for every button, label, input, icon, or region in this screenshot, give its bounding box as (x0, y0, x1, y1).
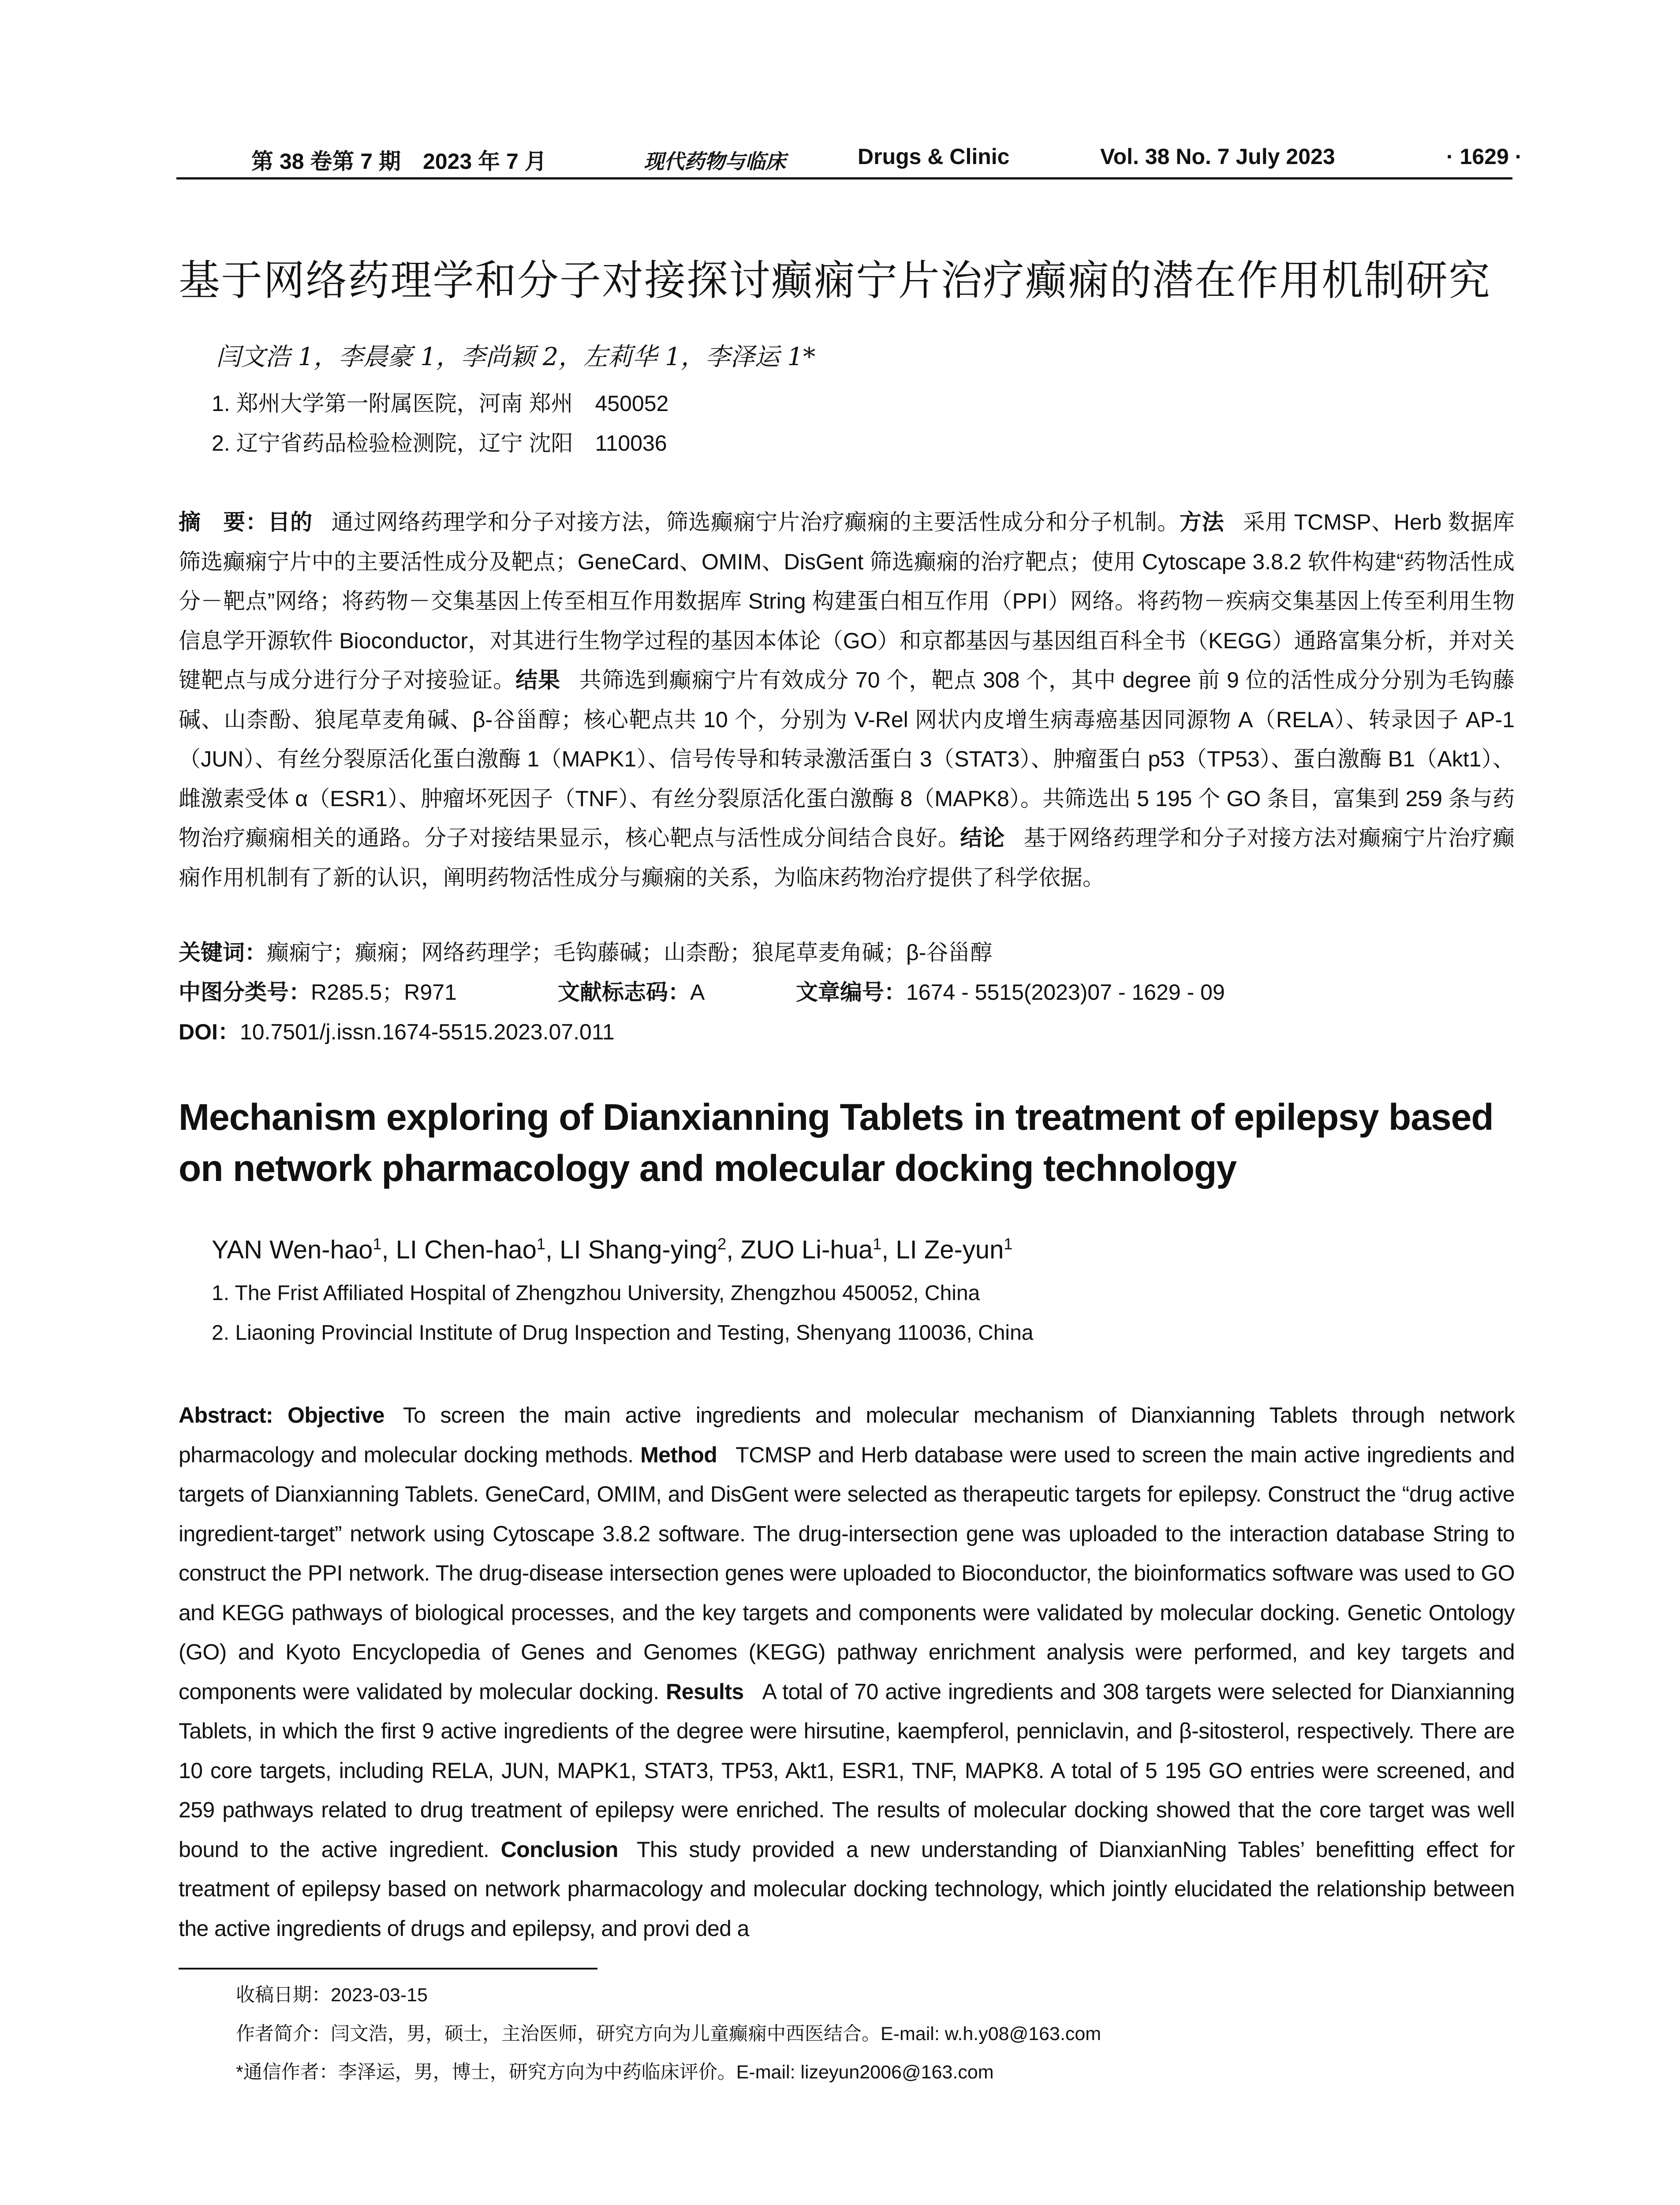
abstract-label-en: Abstract: (179, 1403, 273, 1428)
english-affiliation-1: 1. The Frist Affiliated Hospital of Zhengzhou University, Zhengzhou 450052, China (212, 1282, 980, 1305)
header-issue: 第 38 卷第 7 期 2023 年 7 月 (251, 149, 547, 174)
objective-label-cn: 目的 (268, 510, 313, 534)
abstract-label-cn: 摘 要： (179, 510, 268, 534)
article-no-value: 1674 - 5515(2023)07 - 1629 - 09 (906, 980, 1225, 1005)
chinese-abstract (179, 503, 1515, 897)
conclusion-label-cn: 结论 (960, 826, 1005, 850)
author-name: ZUO Li-hua (740, 1235, 873, 1264)
english-authors: YAN Wen-hao$^1$, LI Chen-hao$^1$, LI Shang-ying$^2$, ZUO Li-hua$^1$, LI Ze-yun$^1$ (212, 1235, 1013, 1264)
footnote-author-bio: 作者简介：闫文浩，男，硕士，主治医师，研究方向为儿童癫痫中西医结合。E-mail: w.h.y08@163.com (236, 2023, 1101, 2044)
english-affiliation-2: 2. Liaoning Provincial Institute of Drug Inspection and Testing, Shenyang 110036, China (212, 1321, 1034, 1345)
author-name: LI Chen-hao (396, 1235, 537, 1264)
results-label-en: Results (666, 1679, 744, 1704)
objective-label-en: Objective (287, 1403, 385, 1428)
author-name: LI Shang-ying (560, 1235, 718, 1264)
running-header (176, 142, 1523, 179)
objective-text-en: To screen the main active ingredients and molecular mechanism of Dianxianning Tablets through network pharmacology and molecular docking methods. (179, 1403, 1515, 1467)
class-label: 中图分类号： (179, 980, 311, 1005)
results-text-cn: 共筛选到癫痫宁片有效成分 70 个，靶点 308 个，其中 degree 前 9 位的活性成分分别为毛钩藤碱、山柰酚、狼尾草麦角碱、β-谷甾醇；核心靶点共 10 个，分别为 V-Rel 网状内皮增生病毒癌基因同源物 A（RELA）、转录因子 AP-1（JUN）、有丝分裂原活化蛋白激酶 1（MAPK1）、信号传导和转录激活蛋白 3（STAT3）、肿瘤蛋白 p53（TP53）、蛋白激酶 B1（Akt1）、雌激素受体 α（ESR1）、肿瘤坏死因子（TNF）、有丝分裂原活化蛋白激酶 8（MAPK8）。共筛选出 5 195 个 GO 条目，富集到 259 条与药物治疗癫痫相关的通路。分子对接结果显示，核心靶点与活性成分间结合良好。 (179, 668, 1515, 850)
doc-code-label: 文献标志码： (558, 980, 690, 1005)
doi-line (179, 1014, 615, 1046)
doc-code-value: A (690, 980, 705, 1005)
author-name: LI Ze-yun (896, 1235, 1004, 1264)
results-label-cn: 结果 (515, 668, 560, 692)
chinese-title: 基于网络药理学和分子对接探讨癫痫宁片治疗癫痫的潜在作用机制研究 (179, 257, 1491, 305)
author-affiliation-mark: 1 (536, 1235, 545, 1253)
conclusion-label-en: Conclusion (500, 1837, 618, 1862)
keywords-label: 关键词： (179, 940, 267, 965)
chinese-affiliation-2: 2. 辽宁省药品检验检测院，辽宁 沈阳 110036 (212, 431, 667, 456)
objective-text-cn: 通过网络药理学和分子对接方法，筛选癫痫宁片治疗癫痫的主要活性成分和分子机制。 (331, 510, 1180, 534)
conclusion-text-cn: 基于网络药理学和分子对接方法对癫痫宁片治疗癫痫作用机制有了新的认识，阐明药物活性成分与癫痫的关系，为临床药物治疗提供了科学依据。 (179, 826, 1515, 890)
header-journal-cn: 现代药物与临床 (644, 149, 786, 173)
chinese-affiliation-1: 1. 郑州大学第一附属医院，河南 郑州 450052 (212, 391, 669, 416)
article-no-label: 文章编号： (796, 980, 906, 1005)
conclusion-text-en: This study provided a new understanding of DianxianNing Tables’ benefitting effect for treatment of epilepsy based on network pharmacology and molecular docking technology, which jointly elucidated the relationship between the active ingredients of drugs and epilepsy, and provi ded a (179, 1837, 1515, 1941)
keywords-line (179, 935, 992, 967)
english-abstract (179, 1396, 1515, 1948)
author-affiliation-mark: 1 (373, 1235, 382, 1253)
keywords-value: 癫痫宁；癫痫；网络药理学；毛钩藤碱；山柰酚；狼尾草麦角碱；β-谷甾醇 (267, 940, 993, 965)
english-title: Mechanism exploring of Dianxianning Tablets in treatment of epilepsy based on network pharmacology and molecular docking technology (179, 1096, 1493, 1189)
header-page-number: · 1629 · (1446, 144, 1523, 169)
footnote-corresponding-author: *通信作者：李泽运，男，博士，研究方向为中药临床评价。E-mail: lizeyun2006@163.com (236, 2062, 994, 2083)
author-affiliation-mark: 1 (873, 1235, 882, 1253)
author-affiliation-mark: 2 (717, 1235, 727, 1253)
results-text-en: A total of 70 active ingredients and 308 targets were selected for Dianxianning Tablets, in which the first 9 active ingredients of the degree were hirsutine, kaempferol, penniclavin, and β-sitosterol, respectively. There are 10 core targets, including RELA, JUN, MAPK1, STAT3, TP53, Akt1, ESR1, TNF, MAPK8. A total of 5 195 GO entries were screened, and 259 pathways related to drug treatment of epilepsy were enriched. The results of molecular docking showed that the core target was well bound to the active ingredient. (179, 1679, 1515, 1862)
footnote-received-date: 收稿日期：2023-03-15 (236, 1984, 428, 2006)
method-label-cn: 方法 (1180, 510, 1225, 534)
class-value: R285.5；R971 (311, 980, 457, 1005)
chinese-authors: 闫文浩 1，李晨豪 1，李尚颖 2，左莉华 1，李泽运 1* (216, 343, 816, 371)
method-text-en: TCMSP and Herb database were used to screen the main active ingredients and targets of Dianxianning Tablets. GeneCard, OMIM, and DisGent were selected as therapeutic targets for epilepsy. Construct the “drug active ingredient-target” network using Cytoscape 3.8.2 software. The drug-intersection gene was uploaded to the interaction database String to construct the PPI network. The drug-disease intersection genes were uploaded to Bioconductor, the bioinformatics software was used to GO and KEGG pathways of biological processes, and the key targets and components were validated by molecular docking. Genetic Ontology (GO) and Kyoto Encyclopedia of Genes and Genomes (KEGG) pathway enrichment analysis were performed, and key targets and components were validated by molecular docking. (179, 1442, 1515, 1704)
classification-line (179, 975, 1225, 1006)
method-label-en: Method (640, 1442, 717, 1467)
method-text-cn: 采用 TCMSP、Herb 数据库筛选癫痫宁片中的主要活性成分及靶点；GeneCard、OMIM、DisGent 筛选癫痫的治疗靶点；使用 Cytoscape 3.8.2 软件构建“药物活性成分－靶点”网络；将药物－交集基因上传至相互作用数据库 String 构建蛋白相互作用（PPI）网络。将药物－疾病交集基因上传至利用生物信息学开源软件 Bioconductor，对其进行生物学过程的基因本体论（GO）和京都基因与基因组百科全书（KEGG）通路富集分析，并对关键靶点与成分进行分子对接验证。 (179, 510, 1515, 692)
author-name: YAN Wen-hao (212, 1235, 373, 1264)
doi-label: DOI： (179, 1020, 240, 1044)
author-affiliation-mark: 1 (1004, 1235, 1013, 1253)
doi-value[interactable]: 10.7501/j.issn.1674-5515.2023.07.011 (239, 1020, 615, 1044)
header-volume: Vol. 38 No. 7 July 2023 (1100, 144, 1335, 169)
footnote-divider (179, 1968, 597, 1970)
header-journal-en: Drugs & Clinic (858, 144, 1010, 169)
